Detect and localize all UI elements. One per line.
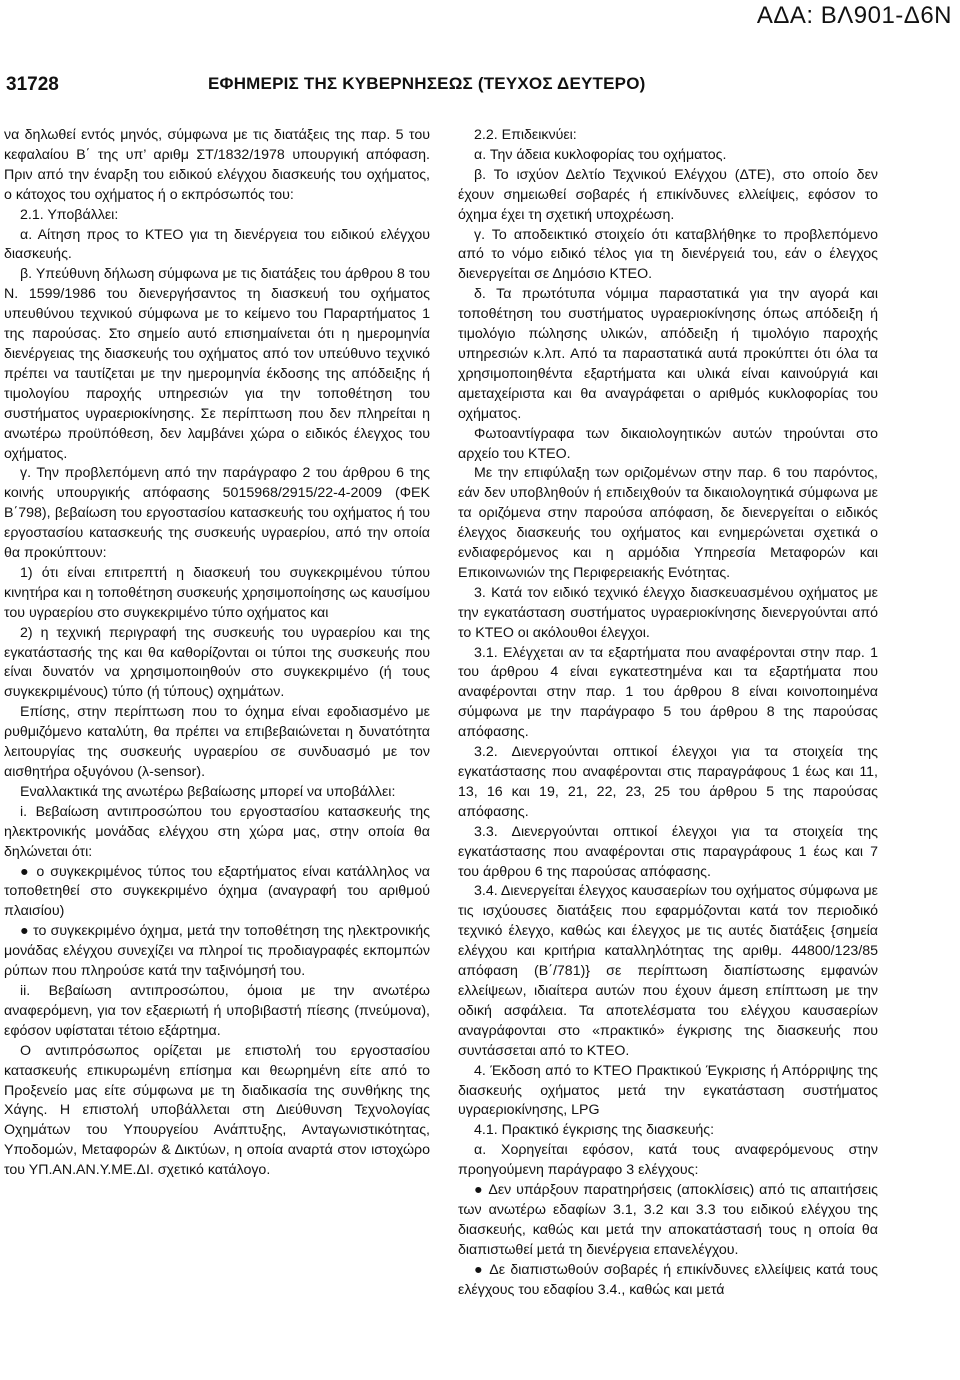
paragraph: ii. Βεβαίωση αντιπροσώπου, όμοια με την ανωτέρω αναφερόμενη, για τον εξαεριωτή ή υποβιβαστή πίεσης (πνεύμονα), εφόσον υφίσταται τέτοιο εξάρτημα. <box>4 982 430 1039</box>
paragraph: Επίσης, στην περίπτωση που το όχημα είναι εφοδιασμένο με ρυθμιζόμενο καταλύτη, θα πρέπει να επιβεβαιώνεται η δυνατότητα λειτουργίας της συσκευής υγραερίου σε συνδυασμό με τον αισθητήρα οξυγόνου (λ-sensor). <box>4 704 430 780</box>
paragraph: 1) ότι είναι επιτρεπτή η διασκευή του συγκεκριμένου τύπου κινητήρα και η τοποθέτηση συσκευής χρησιμοποίησης ως καυσίμου του υγραερίου στο συγκεκριμένο τύπο οχήματος και <box>4 564 430 621</box>
paragraph: 4.1. Πρακτικό έγκρισης της διασκευής: <box>474 1122 715 1139</box>
paragraph: Εναλλακτικά της ανωτέρω βεβαίωσης μπορεί να υποβάλλει: <box>20 783 396 800</box>
paragraph: 2.1. Υποβάλλει: <box>20 206 119 223</box>
ada-code: ΑΔΑ: ΒΛ901-Δ6Ν <box>756 2 952 29</box>
paragraph: 3. Κατά τον ειδικό τεχνικό έλεγχο διασκευασμένου οχήματος με την εγκατάσταση συστήματος υγραεριοκίνησης διενεργούνται από το ΚΤΕΟ οι ακόλουθοι έλεγχοι. <box>458 584 878 641</box>
paragraph: 2.2. Επιδεικνύει: <box>474 127 577 143</box>
left-column <box>4 126 430 1181</box>
paragraph: γ. Την προβλεπόμενη από την παράγραφο 2 του άρθρου 6 της κοινής υπουργικής απόφασης 5015968/2915/22-4-2009 (ΦΕΚ Β΄798), βεβαίωση του εργοστασίου κατασκευής του οχήματος ή του εργοστασίου κατασκευής της συσκευής υγραερίου, από την οποία θα προκύπτουν: <box>4 465 430 562</box>
paragraph: γ. Το αποδεικτικό στοιχείο ότι καταβλήθηκε το προβλεπόμενο από το νόμο ειδικό τέλος για τη διενέργειά του, εάν ο έλεγχος διενεργείται σε Δημόσιο ΚΤΕΟ. <box>458 226 878 283</box>
paragraph: 2) η τεχνική περιγραφή της συσκευής του υγραερίου και της εγκατάστασής της και θα καθορίζονται οι τύποι της συσκευής που είναι δυνατόν να χρησιμοποιηθούν στο συγκεκριμένο (ή τους συγκεκριμένους) τύπο (ή τύπους) οχημάτων. <box>4 624 430 701</box>
paragraph: ● το συγκεκριμένο όχημα, μετά την τοποθέτηση της ηλεκτρονικής μονάδας ελέγχου συνεχίζει να πληροί τις προδιαγραφές εκπομπών ρύπων που πληρούσε κατά την ταξινόμησή του. <box>4 922 430 982</box>
paragraph: δ. Τα πρωτότυπα νόμιμα παραστατικά για την αγορά και τοποθέτηση του συστήματος υγραεριοκίνησης όπως απόδειξη ή τιμολόγιο πώλησης υλικών, απόδειξη ή τιμολόγιο παροχής υπηρεσιών κ.λπ. Από τα παραστατικά αυτά προκύπτει ότι όλα τα χρησιμοποιηθέντα εξαρτήματα και υλικά είναι καινούργιά και αμεταχείριστα και θα αναγράφεται ο αριθμός κυκλοφορίας του οχήματος. <box>458 286 878 422</box>
paragraph: 3.3. Διενεργούνται οπτικοί έλεγχοι για τα στοιχεία της εγκατάστασης που αναφέρονται στις παραγράφους 1 έως και 7 του άρθρου 6 της παρούσας απόφασης. <box>458 823 878 880</box>
page-number: 31728 <box>6 74 59 95</box>
paragraph: β. Υπεύθυνη δήλωση σύμφωνα με τις διατάξεις του άρθρου 8 του Ν. 1599/1986 του διενεργήσαντος τη διασκευή του οχήματος υπευθύνου τεχνικού σύμφωνα με το κείμενο του Παραρτήματος 1 της παρούσας. Στο σημείο αυτό επισημαίνεται ότι η ημερομηνία διενέργειας της διασκευής του οχήματος από τον υπεύθυνο τεχνικό πρέπει να ταυτίζεται με την ημερομηνία έκδοσης της απόδειξης ή τιμολογίου παροχής υπηρεσιών για την τοποθέτηση του συστήματος υγραεριοκίνησης. Σε περίπτωση που δεν πληρείται η ανωτέρω προϋπόθεση, δεν λαμβάνει χώρα ο ειδικός έλεγχος του οχήματος. <box>4 266 430 462</box>
paragraph: 3.1. Ελέγχεται αν τα εξαρτήματα που αναφέρονται στην παρ. 1 του άρθρου 4 είναι εγκατεστημένα και τα εξαρτήματα που αναφέρονται στην παρ. 1 του άρθρου 8 είναι κοινοποιημένα σύμφωνα με την παράγραφο 5 του άρθρου 8 της παρούσας απόφασης. <box>458 644 878 741</box>
page-header <box>0 74 960 104</box>
paragraph: Φωτοαντίγραφα των δικαιολογητικών αυτών τηρούνται στο αρχείο του ΚΤΕΟ. <box>458 425 878 462</box>
paragraph: να δηλωθεί εντός μηνός, σύμφωνα με τις διατάξεις της παρ. 5 του κεφαλαίου Β΄ της υπ’ αριθμ ΣΤ/1832/1978 υπουργική απόφαση. Πριν από την έναρξη του ειδικού ελέγχου διασκευής του οχήματος, ο κάτοχος του οχήματος ή ο εκπρόσωπός του: <box>4 127 430 203</box>
paragraph: Ο αντιπρόσωπος ορίζεται με επιστολή του εργοστασίου κατασκευής επικυρωμένη επίσημα και θεωρημένη είτε από το Προξενείο μας είτε σύμφωνα με τη διαδικασία της συνθήκης της Χάγης. Η επιστολή υποβάλλεται στη Διεύθυνση Τεχνολογίας Οχημάτων του Υπουργείου Ανάπτυξης, Ανταγωνιστικότητας, Υποδομών, Μεταφορών & Δικτύων, η οποία αναρτά στον ιστοχώρο του ΥΠ.ΑΝ.ΑΝ.Υ.ΜΕ.ΔΙ. σχετικό κατάλογο. <box>4 1042 430 1179</box>
right-column <box>458 126 878 1300</box>
paragraph: α. Χορηγείται εφόσον, κατά τους αναφερόμενους στην προηγούμενη παράγραφο 3 ελέγχους: <box>458 1142 878 1179</box>
paragraph: ● Δε διαπιστωθούν σοβαρές ή επικίνδυνες ελλείψεις κατά τους ελέγχους του εδαφίου 3.4., καθώς και μετά <box>458 1261 878 1301</box>
paragraph: Με την επιφύλαξη των οριζομένων στην παρ. 6 του παρόντος, εάν δεν υποβληθούν ή επιδειχθούν τα δικαιολογητικά σύμφωνα με τα οριζόμενα στην παρούσα απόφαση, δε διενεργείται ο ειδικός έλεγχος διασκευής του οχήματος και ενημερώνεται σχετικά ο ενδιαφερόμενος και η αρμόδια Υπηρεσία Μεταφορών και Επικοινωνιών της Περιφερειακής Ενότητας. <box>458 465 878 581</box>
paragraph: 4. Έκδοση από το ΚΤΕΟ Πρακτικού Έγκρισης ή Απόρριψης της διασκευής οχήματος μετά την εγκατάσταση συστήματος υγραεριοκίνησης, LPG <box>458 1062 878 1119</box>
paragraph: i. Βεβαίωση αντιπροσώπου του εργοστασίου κατασκευής της ηλεκτρονικής μονάδας ελέγχου στη χώρα μας, στην οποία θα δηλώνεται ότι: <box>4 803 430 860</box>
paragraph: 3.4. Διενεργείται έλεγχος καυσαερίων του οχήματος σύμφωνα με τις ισχύουσες διατάξεις που εφαρμόζονται κατά τον περιοδικό τεχνικό έλεγχο, καθώς και έλεγχος με τις αυτές διατάξεις {σημεία ελέγχου και κριτήρια καταλληλότητας της αριθμ. 44800/123/85 απόφαση (Β΄/781)} σε περίπτωση διαπίστωσης εμφανών ελλείψεων, ιδιαίτερα αυτών που έχουν άμεση επίπτωση με την οδική ασφάλεια. Τα αποτελέσματα του ελέγχου καυσαερίων αναγράφονται στο «πρακτικό» έγκρισης της διασκευής που συντάσσεται από το ΚΤΕΟ. <box>458 883 878 1059</box>
paragraph: ● ο συγκεκριμένος τύπος του εξαρτήματος είναι κατάλληλος να τοποθετηθεί στο συγκεκριμένο όχημα (αναγραφή του αριθμού πλαισίου) <box>4 863 430 923</box>
gazette-title: ΕΦΗΜΕΡΙΣ ΤΗΣ ΚΥΒΕΡΝΗΣΕΩΣ (ΤΕΥΧΟΣ ΔΕΥΤΕΡΟ) <box>208 74 646 93</box>
paragraph: 3.2. Διενεργούνται οπτικοί έλεγχοι για τα στοιχεία της εγκατάστασης που αναφέρονται στις παραγράφους 1 έως και 11, 13, 16 και 19, 21, 22, 23, 25 του άρθρου 5 της παρούσας απόφασης. <box>458 744 878 820</box>
paragraph: α. Αίτηση προς το ΚΤΕΟ για τη διενέργεια του ειδικού ελέγχου διασκευής. <box>4 226 430 263</box>
paragraph: β. Το ισχύον Δελτίο Τεχνικού Ελέγχου (ΔΤΕ), στο οποίο δεν έχουν σημειωθεί σοβαρές ή επικίνδυνες ελλείψεις, εφόσον το όχημα έχει τη σχετική υποχρέωση. <box>458 166 878 223</box>
paragraph: ● Δεν υπάρξουν παρατηρήσεις (αποκλίσεις) από τις απαιτήσεις των ανωτέρω εδαφίων 3.1, 3.2 και 3.3 του ειδικού ελέγχου της διασκευής, καθώς και μετά την αποκατάστασή τους η οποία θα διαπιστωθεί μετά τη διενέργεια επανελέγχου. <box>458 1181 878 1261</box>
paragraph: α. Την άδεια κυκλοφορίας του οχήματος. <box>474 146 727 163</box>
